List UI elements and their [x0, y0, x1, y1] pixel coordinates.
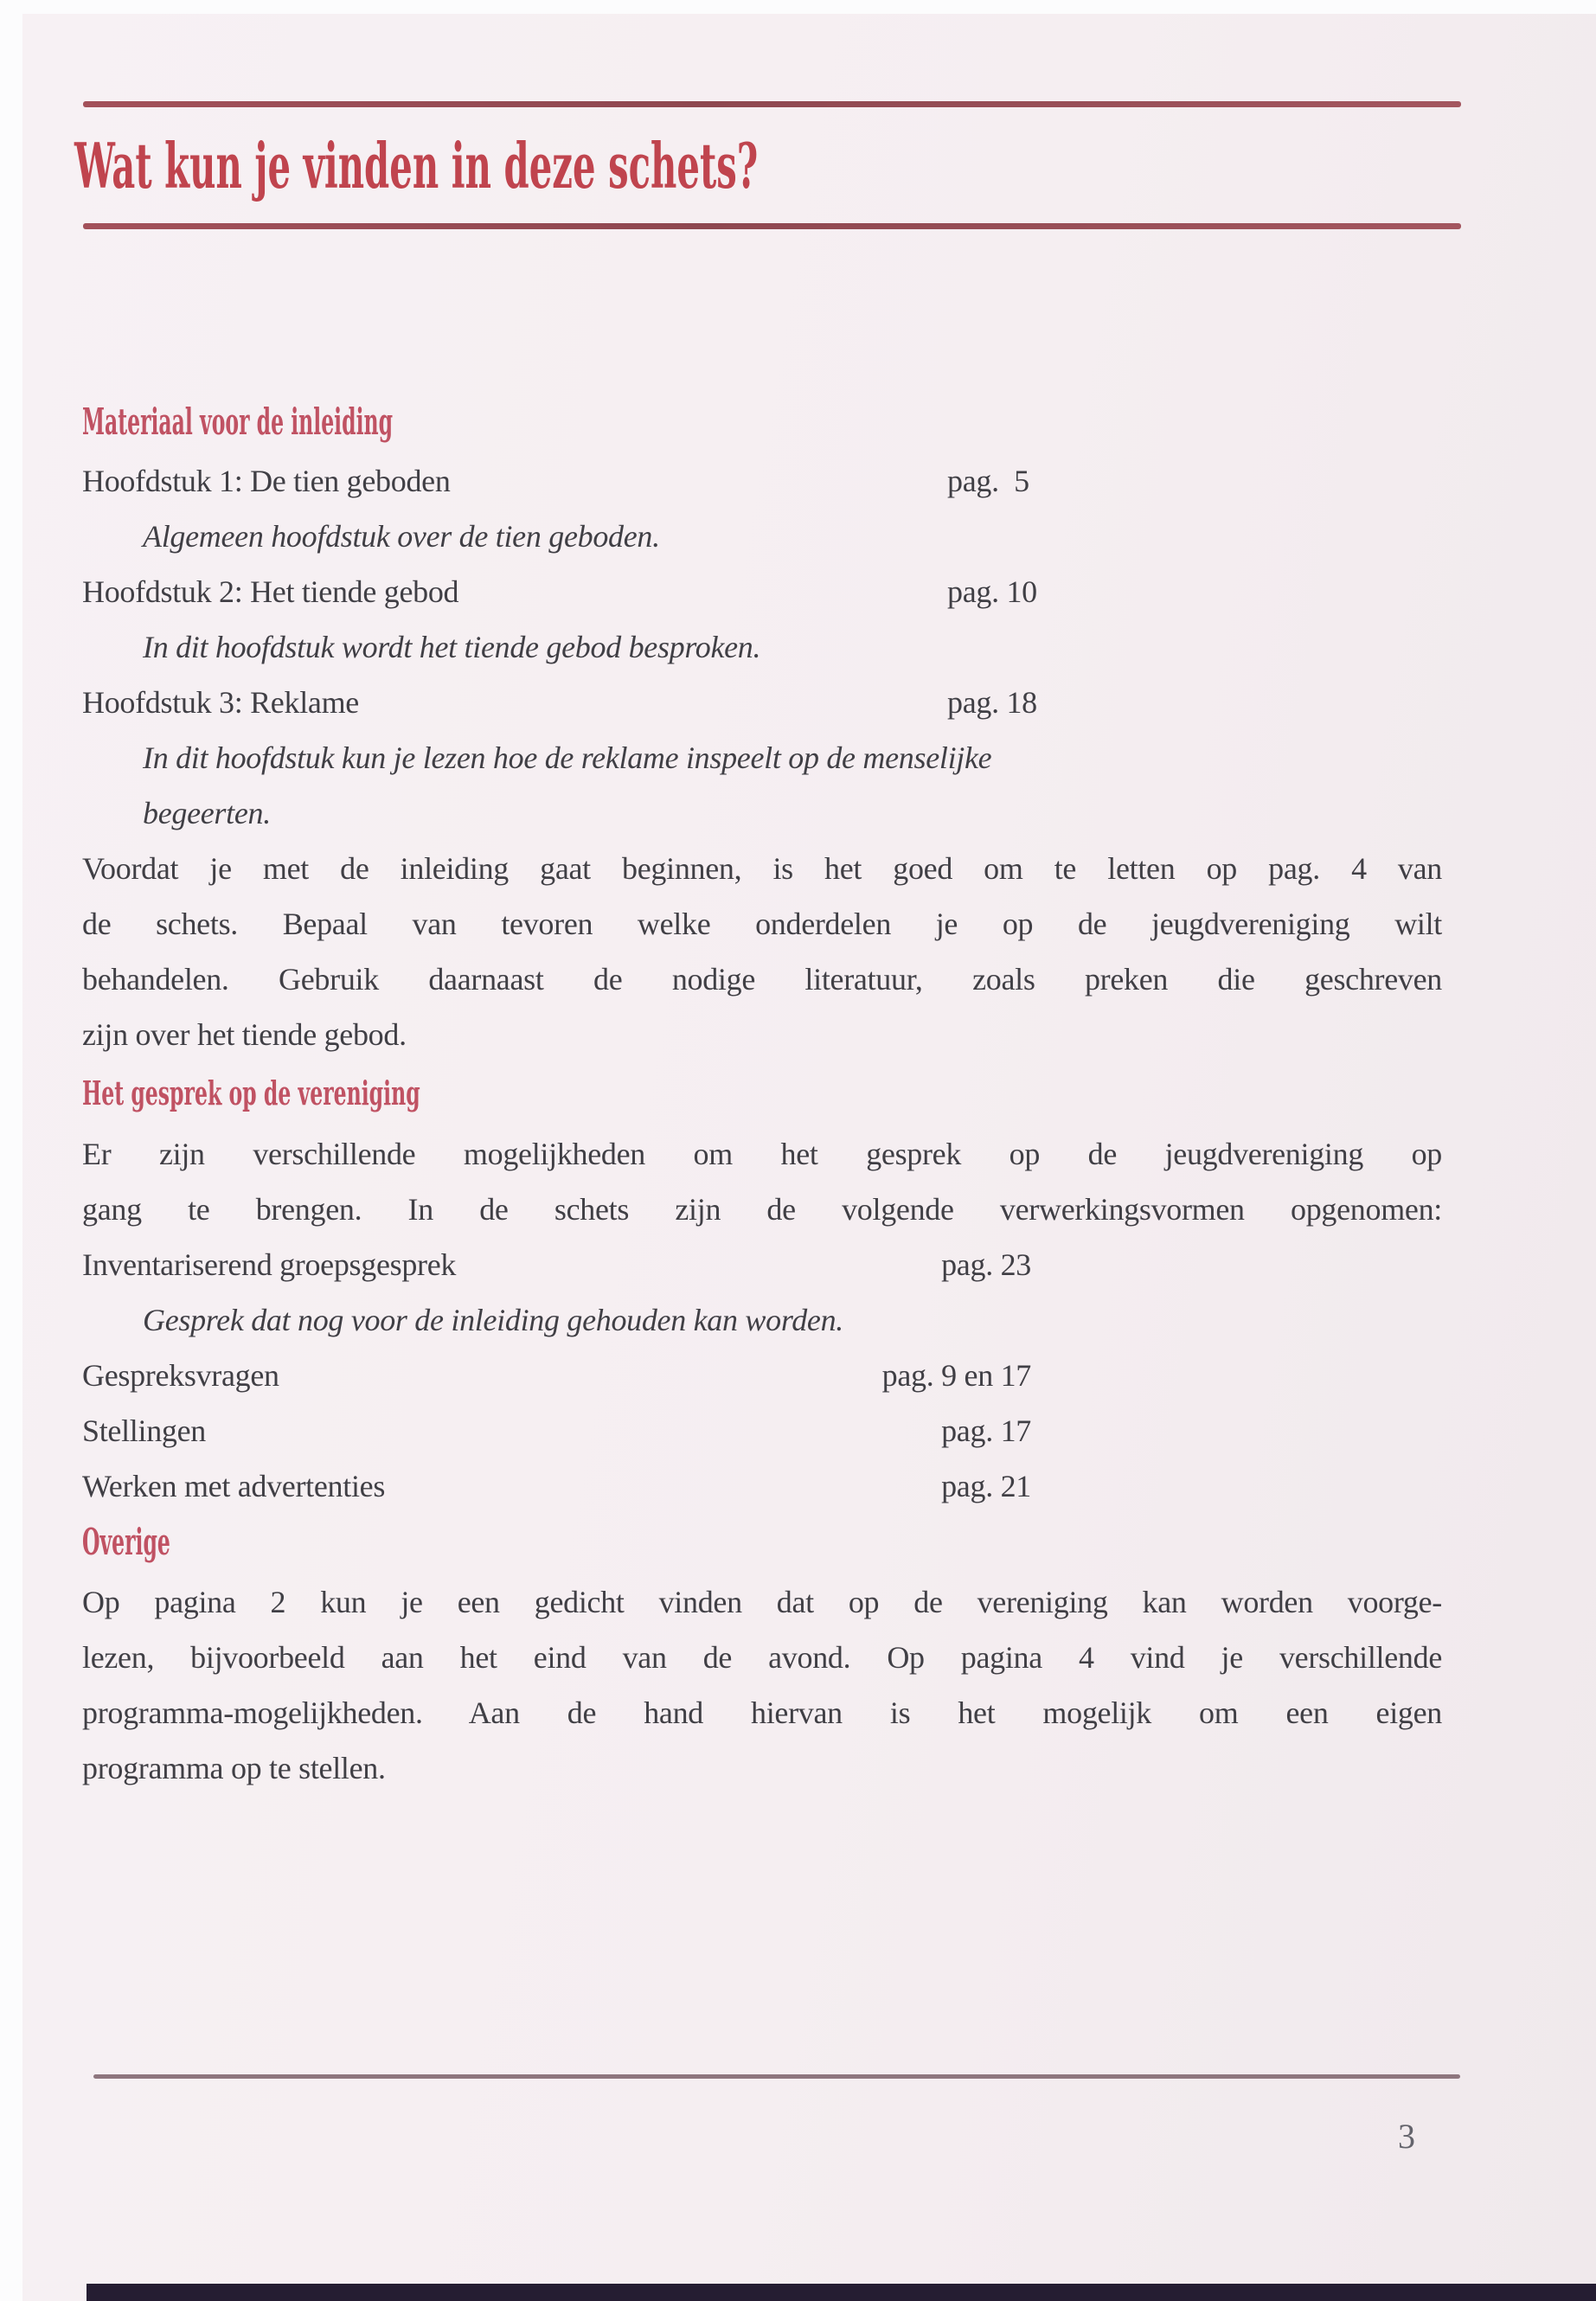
toc-entry-description: begeerten. [143, 796, 271, 830]
toc-entry-page: pag. 10 [947, 574, 1037, 609]
toc-entry [82, 453, 1442, 509]
toc-entry [82, 564, 1442, 619]
toc-entry [82, 675, 1442, 730]
footer-rule [93, 2074, 1460, 2079]
body-line: lezen, bijvoorbeeld aan het eind van de avond. Op pagina 4 vind je verschillende [82, 1640, 1442, 1675]
toc-entry [82, 1403, 1442, 1458]
body-line: programma-mogelijkheden. Aan de hand hiervan is het mogelijk om een eigen [82, 1695, 1442, 1730]
intro-line: gang te brengen. In de schets zijn de volgende verwerkingsvormen opgenomen: [82, 1192, 1442, 1227]
section-materiaal-body [82, 453, 1442, 1062]
scan-bottom-edge [87, 2284, 1596, 2301]
body-line: programma op te stellen. [82, 1751, 386, 1785]
toc-entry-page: pag. 9 en 17 [881, 1358, 1031, 1393]
toc-entry-page: pag. 17 [941, 1413, 1031, 1448]
toc-entry-description: In dit hoofdstuk wordt het tiende gebod besproken. [143, 630, 761, 664]
toc-entry [82, 1348, 1442, 1403]
section-gesprek-body [82, 1126, 1442, 1514]
note-line: zijn over het tiende gebod. [82, 1017, 407, 1052]
toc-entry-page: pag. 23 [941, 1247, 1031, 1282]
note-line: behandelen. Gebruik daarnaast de nodige literatuur, zoals preken die geschreven [82, 962, 1442, 997]
page-title: Wat kun je vinden in deze schets? [74, 129, 759, 202]
toc-entry [82, 1458, 1442, 1514]
body-line: Op pagina 2 kun je een gedicht vinden dat op de vereniging kan worden voorge- [82, 1585, 1442, 1619]
top-rule [83, 101, 1461, 107]
toc-entry-page: pag. 21 [941, 1469, 1031, 1503]
intro-line: Er zijn verschillende mogelijkheden om het gesprek op de jeugdvereniging op [82, 1137, 1442, 1171]
section-heading-gesprek: Het gesprek op de vereniging [82, 1074, 420, 1112]
page-number: 3 [1398, 2117, 1415, 2156]
toc-entry-label: Hoofdstuk 2: Het tiende gebod [82, 574, 459, 609]
toc-entry-description: Algemeen hoofdstuk over de tien geboden. [143, 519, 660, 554]
toc-entry-label: Inventariserend groepsgesprek [82, 1247, 457, 1282]
note-line: Voordat je met de inleiding gaat beginnen, is het goed om te letten op pag. 4 van [82, 851, 1442, 886]
section-heading-overige: Overige [82, 1521, 170, 1563]
section-overige-body [82, 1574, 1442, 1796]
section-heading-materiaal: Materiaal voor de inleiding [82, 401, 394, 443]
note-line: de schets. Bepaal van tevoren welke onderdelen je op de jeugdvereniging wilt [82, 907, 1442, 941]
scan-edge-left [0, 0, 22, 2301]
toc-entry-label: Hoofdstuk 1: De tien geboden [82, 464, 451, 498]
scan-edge-top [0, 0, 1596, 14]
toc-entry-page: pag. 18 [947, 685, 1037, 720]
toc-entry-label: Hoofdstuk 3: Reklame [82, 685, 359, 720]
toc-entry-description: Gesprek dat nog voor de inleiding gehouden kan worden. [143, 1303, 843, 1337]
toc-entry-description: In dit hoofdstuk kun je lezen hoe de reklame inspeelt op de menselijke [143, 740, 992, 775]
toc-entry-label: Werken met advertenties [82, 1469, 386, 1503]
toc-entry-page: pag. 5 [947, 464, 1029, 498]
toc-entry-label: Gespreksvragen [82, 1358, 279, 1393]
toc-entry-label: Stellingen [82, 1413, 206, 1448]
toc-entry [82, 1237, 1442, 1292]
title-underline-rule [83, 223, 1461, 229]
